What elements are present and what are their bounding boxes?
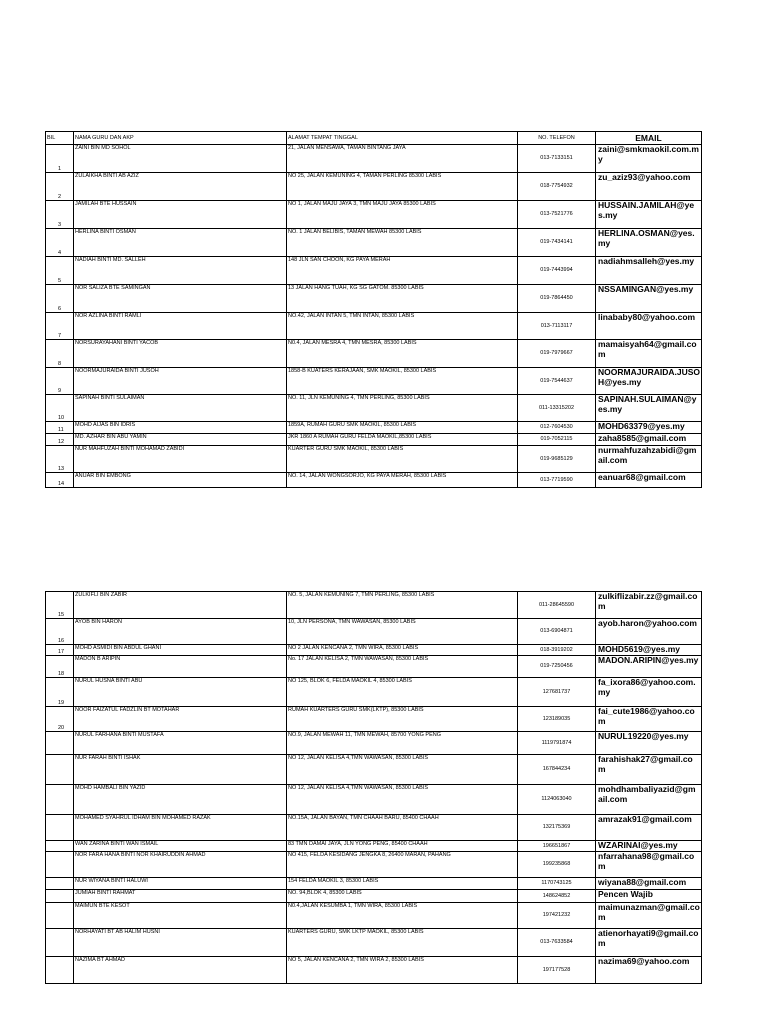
phone-cell: 199235868 [518, 852, 596, 878]
phone-cell: 1170743125 [518, 878, 596, 890]
phone-cell: 011-13315202 [518, 395, 596, 422]
email-cell: NSSAMINGAN@yes.my [596, 285, 702, 313]
email-cell: linababy80@yahoo.com [596, 313, 702, 340]
address-cell: 148 JLN SAN CHOON, KG PAYA MERAH [287, 257, 518, 285]
address-cell: NO. 11, JLN KEMUNING 4, TMN PERLING, 85300 LABIS [287, 395, 518, 422]
name-cell: MADON B ARIPIN [74, 656, 287, 678]
name-cell: NURUL HUSNA BINTI ABU [74, 678, 287, 707]
table-row [46, 678, 702, 707]
bil-cell [46, 903, 74, 929]
table-row [46, 313, 702, 340]
bil-cell: 12 [46, 434, 74, 446]
name-cell: NOORMAJURAIDA BINTI JUSOH [74, 368, 287, 395]
bil-cell [46, 890, 74, 903]
address-cell: JKR 1860 A RUMAH GURU FELDA MAOKIL,85300 LABIS [287, 434, 518, 446]
email-cell: farahishak27@gmail.com [596, 755, 702, 785]
name-cell: ZULKIFLI BIN ZABIR [74, 592, 287, 619]
bil-cell: 7 [46, 313, 74, 340]
name-cell: NUR FARAH BINTI ISHAK [74, 755, 287, 785]
email-cell: maimunazman@gmail.com [596, 903, 702, 929]
email-cell: nfarrahana98@gmail.com [596, 852, 702, 878]
table-row [46, 785, 702, 815]
email-cell: eanuar68@gmail.com [596, 473, 702, 488]
bil-cell: 1 [46, 145, 74, 173]
email-cell: amrazak91@gmail.com [596, 815, 702, 841]
phone-cell: 019-7250456 [518, 656, 596, 678]
table-row [46, 878, 702, 890]
table-row [46, 434, 702, 446]
phone-cell: 012-7604530 [518, 422, 596, 434]
phone-cell: 019-9685129 [518, 446, 596, 473]
phone-cell: 132175369 [518, 815, 596, 841]
phone-cell: 123189035 [518, 707, 596, 732]
phone-cell: 013-7719590 [518, 473, 596, 488]
bil-cell: 10 [46, 395, 74, 422]
table-row [46, 257, 702, 285]
phone-cell: 197421232 [518, 903, 596, 929]
name-cell: MD. AZHAR BIN ABU YAMIN [74, 434, 287, 446]
email-cell: zaini@smkmaokil.com.my [596, 145, 702, 173]
phone-cell: 011-28645590 [518, 592, 596, 619]
email-cell: nadiahmsalleh@yes.my [596, 257, 702, 285]
header-row [46, 132, 702, 145]
phone-cell: 019-7979667 [518, 340, 596, 368]
table-row [46, 929, 702, 957]
bil-cell: 20 [46, 707, 74, 732]
name-cell: MOHD AIJAS BIN IDRIS [74, 422, 287, 434]
bil-cell: 8 [46, 340, 74, 368]
table-row [46, 173, 702, 201]
table-row [46, 592, 702, 619]
phone-cell: 013-6904871 [518, 619, 596, 645]
address-cell: NO. 5, JALAN KEMUNING 7, TMN PERLING, 85300 LABIS [287, 592, 518, 619]
name-cell: MOHD HAMBALI BIN YAZID [74, 785, 287, 815]
bil-cell: 2 [46, 173, 74, 201]
phone-cell: 148624852 [518, 890, 596, 903]
phone-cell: 019-7443994 [518, 257, 596, 285]
address-cell: KUARTERS GURU, SMK LKTP MAOKIL, 85300 LABIS [287, 929, 518, 957]
table-row [46, 446, 702, 473]
bil-cell [46, 957, 74, 984]
address-cell: NO 2 JALAN KENCANA 2, TMN WIRA, 85300 LABIS [287, 645, 518, 656]
address-cell: NO 25, JALAN KEMUNING 4, TAMAN PERLING 85300 LABIS [287, 173, 518, 201]
header-name: NAMA GURU DAN AKP [74, 132, 287, 145]
name-cell: MAIMUN BTE KESOT [74, 903, 287, 929]
email-cell: HUSSAIN.JAMILAH@yes.my [596, 201, 702, 229]
bil-cell: 17 [46, 645, 74, 656]
table-row [46, 707, 702, 732]
phone-cell: 013-7113117 [518, 313, 596, 340]
address-cell: 154 FELDA MAOKIL 3, 85300 LABIS [287, 878, 518, 890]
email-cell: SAPINAH.SULAIMAN@yes.my [596, 395, 702, 422]
email-cell: MOHD5619@yes.my [596, 645, 702, 656]
table-row [46, 755, 702, 785]
address-cell: NO.42, JALAN INTAN 5, TMN INTAN, 85300 LABIS [287, 313, 518, 340]
name-cell: NOR FARA HANA BINTI NOR KHAIRUDDIN AHMAD [74, 852, 287, 878]
address-cell: RUMAH KUARTERS GURU SMK(LKTP), 85300 LABIS [287, 707, 518, 732]
table-row [46, 422, 702, 434]
email-cell: atienorhayati9@gmail.com [596, 929, 702, 957]
phone-cell: 019-7052115 [518, 434, 596, 446]
address-cell: 10, JLN PERSONA, TMN WAWASAN, 85300 LABIS [287, 619, 518, 645]
bil-cell: 4 [46, 229, 74, 257]
table-row [46, 656, 702, 678]
phone-cell: 018-7754932 [518, 173, 596, 201]
table-row [46, 201, 702, 229]
table-row [46, 368, 702, 395]
bil-cell [46, 878, 74, 890]
address-cell: No. 17 JALAN KELISA 2, TMN WAWASAN, 85300 LABIS [287, 656, 518, 678]
bil-cell [46, 841, 74, 852]
bil-cell [46, 815, 74, 841]
phone-cell: 013-7133151 [518, 145, 596, 173]
address-cell: NO 12, JALAN KELISA 4,TMN WAWASAN, 85300 LABIS [287, 755, 518, 785]
phone-cell: 013-7521776 [518, 201, 596, 229]
table-row [46, 852, 702, 878]
bil-cell: 3 [46, 201, 74, 229]
header-phone: NO. TELEFON [518, 132, 596, 145]
email-cell: NURUL19220@yes.my [596, 732, 702, 755]
address-cell: 13 JALAN HANG TUAH, KG SG GATOM. 85300 LABIS [287, 285, 518, 313]
phone-cell: 019-7434141 [518, 229, 596, 257]
name-cell: MOHD ASMIDI BIN ABDUL GHANI [74, 645, 287, 656]
email-cell: WZARINAI@yes.my [596, 841, 702, 852]
bil-cell: 11 [46, 422, 74, 434]
staff-table-bottom [45, 591, 702, 984]
bil-cell: 19 [46, 678, 74, 707]
table-row [46, 229, 702, 257]
bil-cell: 16 [46, 619, 74, 645]
bil-cell: 13 [46, 446, 74, 473]
email-cell: ayob.haron@yahoo.com [596, 619, 702, 645]
address-cell: 1858-B KUATERS KERAJAAN, SMK MAOKIL, 85300 LABIS [287, 368, 518, 395]
email-cell: MADON.ARIPIN@yes.my [596, 656, 702, 678]
bil-cell: 9 [46, 368, 74, 395]
phone-cell: 013-7633584 [518, 929, 596, 957]
name-cell: HERLINA BINTI OSMAN [74, 229, 287, 257]
table-row [46, 815, 702, 841]
address-cell: 83 TMN DAMAI JAYA, JLN YONG PENG, 85400 CHAAH [287, 841, 518, 852]
bil-cell [46, 785, 74, 815]
bil-cell: 15 [46, 592, 74, 619]
bil-cell: 14 [46, 473, 74, 488]
table-row [46, 903, 702, 929]
name-cell: JUMIAH BINTI RAHMAT [74, 890, 287, 903]
email-cell: Pencen Wajib [596, 890, 702, 903]
phone-cell: 197177528 [518, 957, 596, 984]
address-cell: N0.4,JALAN KESUMBA 1, TMN WIRA, 85300 LABIS [287, 903, 518, 929]
address-cell: N0.4, JALAN MESRA 4, TMN MESRA, 85300 LABIS [287, 340, 518, 368]
table-row [46, 841, 702, 852]
phone-cell: 196651867 [518, 841, 596, 852]
bil-cell: 6 [46, 285, 74, 313]
name-cell: MOHAMED SYAHRUL IDHAM BIN MOHAMED RAZAK [74, 815, 287, 841]
address-cell: NO.15A, JALAN BAYAN, TMN CHAAH BARU, 85400 CHAAH [287, 815, 518, 841]
address-cell: NO.9, JALAN MEWAH 11, TMN MEWAH, 85700 YONG PENG [287, 732, 518, 755]
phone-cell: 018-3919202 [518, 645, 596, 656]
table-row [46, 285, 702, 313]
name-cell: ZAINI BIN MD SOHOL [74, 145, 287, 173]
header-email: EMAIL [596, 132, 702, 145]
name-cell: ZULAIKHA BINTI AB AZIZ [74, 173, 287, 201]
table-row [46, 340, 702, 368]
email-cell: nurmahfuzahzabidi@gmail.com [596, 446, 702, 473]
table-body-top [46, 145, 702, 488]
address-cell: NO. 1 JALAN BELIBIS, TAMAN MEWAH 85300 LABIS [287, 229, 518, 257]
table-body-bottom [46, 592, 702, 984]
table-row [46, 395, 702, 422]
table-row [46, 473, 702, 488]
address-cell: NO. 14, JALAN WONGSORJO, KG PAYA MERAH, 85300 LABIS [287, 473, 518, 488]
phone-cell: 019-7864450 [518, 285, 596, 313]
email-cell: zulkiflizabir.zz@gmail.com [596, 592, 702, 619]
address-cell: NO 12, JALAN KELISA 4,TMN WAWASAN, 85300 LABIS [287, 785, 518, 815]
phone-cell: 1124063040 [518, 785, 596, 815]
name-cell: NAZIMA BT AHMAD [74, 957, 287, 984]
email-cell: zu_aziz93@yahoo.com [596, 173, 702, 201]
name-cell: NOR AZLINA BINTI RAMLI [74, 313, 287, 340]
bil-cell [46, 852, 74, 878]
name-cell: JAMILAH BTE HUSSAIN [74, 201, 287, 229]
bil-cell: 18 [46, 656, 74, 678]
email-cell: fai_cute1986@yahoo.com [596, 707, 702, 732]
address-cell: NO. 94,BLOK 4, 85300 LABIS [287, 890, 518, 903]
name-cell: WAN ZARINA BINTI WAN ISMAIL [74, 841, 287, 852]
bil-cell: 5 [46, 257, 74, 285]
name-cell: NOR SALIZA BTE SAMINGAN [74, 285, 287, 313]
phone-cell: 1119791874 [518, 732, 596, 755]
email-cell: fa_ixora86@yahoo.com.my [596, 678, 702, 707]
name-cell: NURUL FARHANA BINTI MUSTAFA [74, 732, 287, 755]
email-cell: wiyana88@gmail.com [596, 878, 702, 890]
table-row [46, 732, 702, 755]
name-cell: NOOR FAIZATUL FADZLIN BT MOTAHAR [74, 707, 287, 732]
email-cell: mohdhambaliyazid@gmail.com [596, 785, 702, 815]
name-cell: NORSURAYAHANI BINTI YACOB [74, 340, 287, 368]
email-cell: zaha8585@gmail.com [596, 434, 702, 446]
name-cell: ANUAR BIN EMBONG [74, 473, 287, 488]
table-row [46, 645, 702, 656]
name-cell: NUR MAHFUZAH BINTI MOHAMAD ZABIDI [74, 446, 287, 473]
table-row [46, 619, 702, 645]
table-row [46, 890, 702, 903]
name-cell: NADIAH BINTI MD. SALLEH [74, 257, 287, 285]
name-cell: AYOB BIN HARON [74, 619, 287, 645]
email-cell: NOORMAJURAIDA.JUSOH@yes.my [596, 368, 702, 395]
staff-table-top [45, 131, 702, 488]
bil-cell [46, 732, 74, 755]
address-cell: NO 125, BLOK 6, FELDA MAOKIL 4, 85300 LABIS [287, 678, 518, 707]
address-cell: KUARTER GURU SMK MAOKIL, 85300 LABIS [287, 446, 518, 473]
name-cell: NORHAYATI BT AB HALIM HUSNI [74, 929, 287, 957]
phone-cell: 019-7544637 [518, 368, 596, 395]
email-cell: mamaisyah64@gmail.com [596, 340, 702, 368]
table-row [46, 957, 702, 984]
address-cell: NO 1, JALAN MAJU JAYA 3, TMN MAJU JAYA 85300 LABIS [287, 201, 518, 229]
name-cell: SAPINAH BINTI SULAIMAN [74, 395, 287, 422]
email-cell: HERLINA.OSMAN@yes.my [596, 229, 702, 257]
name-cell: NUR WIYANA BINTI HALUWI [74, 878, 287, 890]
table-row [46, 145, 702, 173]
bil-cell [46, 929, 74, 957]
phone-cell: 167844234 [518, 755, 596, 785]
address-cell: 21, JALAN MENSAWA, TAMAN BINTANG JAYA [287, 145, 518, 173]
address-cell: NO 415, FELDA KESIDANG JENGKA 8, 26400 MARAN, PAHANG [287, 852, 518, 878]
email-cell: MOHD63379@yes.my [596, 422, 702, 434]
header-address: ALAMAT TEMPAT TINGGAL [287, 132, 518, 145]
address-cell: NO 5, JALAN KENCANA 2, TMN WIRA 2, 85300 LABIS [287, 957, 518, 984]
phone-cell: 127681737 [518, 678, 596, 707]
bil-cell [46, 755, 74, 785]
address-cell: 1859A, RUMAH GURU SMK MAOKIL, 85300 LABIS [287, 422, 518, 434]
header-bil: BIL [46, 132, 74, 145]
email-cell: nazima69@yahoo.com [596, 957, 702, 984]
